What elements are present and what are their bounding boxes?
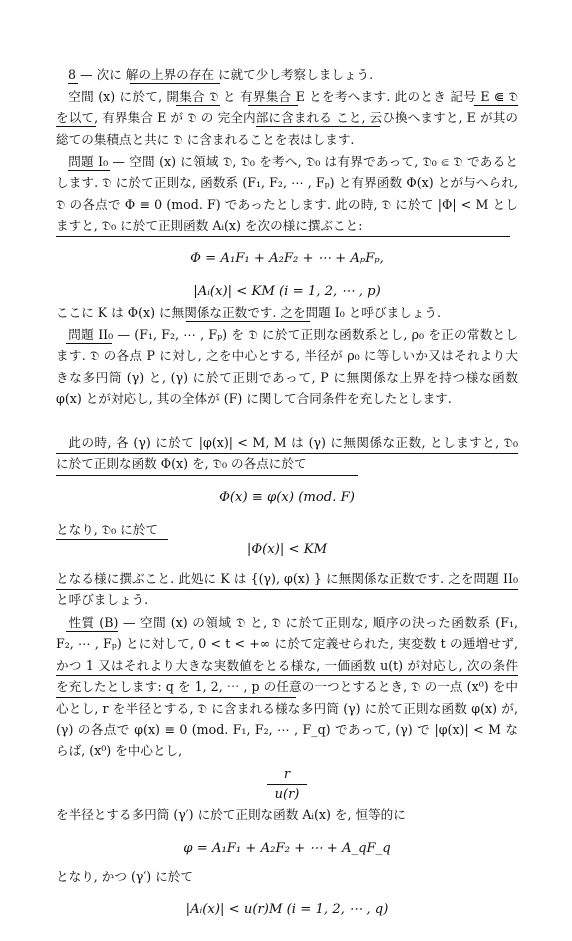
underline <box>56 589 518 590</box>
fraction-radius <box>56 766 518 803</box>
paragraph-radius-cylinder: を半径とする多円筒 (γ′) に於て正則な函数 Aᵢ(x) を, 恒等的に <box>56 807 406 822</box>
equation-phi-decomposition: Φ = A₁F₁ + A₂F₂ + ⋯ + AₚFₚ, <box>190 251 384 266</box>
underline <box>68 170 110 171</box>
underline <box>56 126 96 127</box>
paragraph-problem-I0-name: ここに K は Φ(x) に無関係な正数です. 之を問題 I₀ と呼びましょう. <box>56 305 441 320</box>
paragraph-property-B: 性質 (B) — 空間 (x) の領域 𝔇 と, 𝔇 に於て正則な, 順序の決った函数系 (F₁, F₂, ⋯ , Fₚ) とに対して, 0 < t < +∞ に於て定義せられた, 実変数 t の逓増せず, かつ 1 又はそれより大きな実数値をとる様な, 一価函数 u(t) が対応し, 次の条件を充したとします: q を 1, 2, ⋯ , p の任意の一つとするとき, 𝔇 の一点 (x⁰) を中心とし, r を半径とする, 𝔇 に含まれる様な多円筒 (γ) に於て正則な函数 φ(x) が, (γ) の各点で φ(x) ≡ 0 (mod. F₁, F₂, ⋯ , F_q) であって, (γ) で |φ(x)| < M ならば, (x⁰) を中心とし, <box>56 615 518 759</box>
equation-coefficient-bound-u: |Aᵢ(x)| < u(r)M (i = 1, 2, ⋯ , q) <box>185 902 389 917</box>
underline <box>248 105 298 106</box>
underline <box>66 631 118 632</box>
underline <box>56 675 518 676</box>
paragraph-problem-II0-name: となる様に撰ぶこと. 此処に K は {(γ), φ(x) } に無関係な正数です. 之を問題 II₀ と呼びましょう. <box>56 571 518 608</box>
underline <box>56 453 518 454</box>
underline <box>186 321 310 322</box>
underline <box>474 105 518 106</box>
underline <box>176 105 220 106</box>
paragraph-problem-I0: 問題 I₀ — 空間 (x) に領域 𝔇, 𝔇₀ を考へ, 𝔇₀ は有界であって, 𝔇₀ ⋐ 𝔇 であるとします. 𝔇 に於て正則な, 函数系 (F₁, F₂, ⋯ , Fₚ) と有界函数 Φ(x) とが与へられ, 𝔇 の各点で Φ ≡ 0 (mod. F) であったとします. 此の時, 𝔇 に於て |Φ| < M としますと, 𝔇₀ に於て正則函数 Aᵢ(x) を次の様に撰ぶこと: <box>56 154 518 234</box>
equation-congruence: Φ(x) ≡ φ(x) (mod. F) <box>219 490 355 505</box>
underline <box>66 343 112 344</box>
underline <box>130 83 220 84</box>
equation-phi-bound: |Φ(x)| < KM <box>246 542 328 557</box>
underline <box>68 83 78 84</box>
fraction-denominator: u(r) <box>274 787 300 802</box>
underline <box>56 539 168 540</box>
paragraph-and-in-gamma-prime: となり, かつ (γ′) に於て <box>56 869 193 884</box>
paragraph-then: となり, 𝔇₀ に於て <box>56 522 158 537</box>
paragraph-definition-compact: 空間 (x) に於て, 開集合 𝔇 と 有界集合 E とを考へます. 此のとき 記号 E ⋐ 𝔇 を以て, 有界集合 E が 𝔇 の 完全内部に含まれる こと, 云ひ換へますと, E が其の総ての集積点と共に 𝔇 に含まれることを表はします. <box>56 89 518 147</box>
equation-coefficient-bound: |Aᵢ(x)| < KM (i = 1, 2, ⋯ , p) <box>193 284 381 299</box>
equation-phi-q-decomposition: φ = A₁F₁ + A₂F₂ + ⋯ + A_qF_q <box>183 841 391 856</box>
paragraph-section-8-intro: 8 — 次に 解の上界の存在 に就て少し考察しましょう. <box>68 67 374 82</box>
fraction-numerator: r <box>283 767 291 782</box>
underline <box>56 475 358 476</box>
underline <box>56 697 296 698</box>
paragraph-problem-II0: 問題 II₀ — (F₁, F₂, ⋯ , Fₚ) を 𝔇 に於て正則な函数系とし, ρ₀ を正の常数とします. 𝔇 の各点 P に対し, 之を中心とする, 半径が ρ₀ に等しいか又はそれより大きな多円筒 (γ) と, (γ) に於て正則であって, P に無関係な上界を持つ様な函数 φ(x) とが対応し, 其の全体が (F) に関して合同条件を充したとします. <box>56 327 518 407</box>
underline <box>256 126 380 127</box>
paragraph-problem-II0-condition: 此の時, 各 (γ) に於て |φ(x)| < M, M は (γ) に無関係な正数, としますと, 𝔇₀ に於て正則な函数 Φ(x) を, 𝔇₀ の各点に於て <box>56 435 518 472</box>
underline <box>56 236 510 237</box>
fraction-bar <box>267 784 307 785</box>
